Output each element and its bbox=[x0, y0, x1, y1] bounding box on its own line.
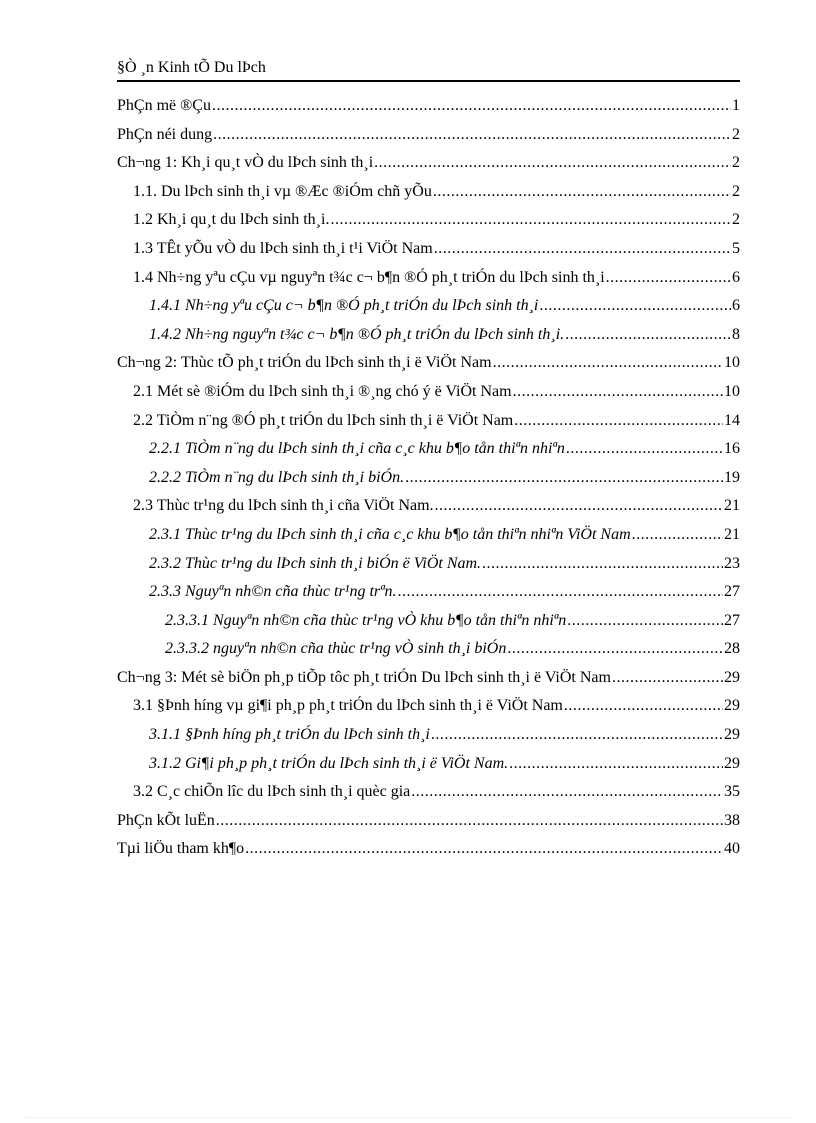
toc-dot-leader bbox=[567, 607, 723, 636]
toc-entry-title: 2.1 Mét sè ®iÓm du lÞch sinh th¸i ®¸ng chó ý ë ViÖt Nam bbox=[133, 382, 512, 400]
toc-dot-leader bbox=[566, 435, 723, 464]
toc-page-number: 27 bbox=[724, 583, 740, 601]
toc-entry-title: 1.4.2 Nh÷ng nguyªn t¾c c¬ b¶n ®Ó ph¸t triÓn du lÞch sinh th¸i. bbox=[149, 325, 565, 343]
toc-entry-title: 2.2.2 TiÒm n¨ng du lÞch sinh th¸i biÓn. bbox=[149, 468, 405, 486]
toc-entry[interactable] bbox=[117, 607, 740, 636]
toc-entry[interactable] bbox=[117, 435, 740, 464]
toc-page-number: 2 bbox=[732, 125, 740, 143]
toc-entry[interactable] bbox=[117, 664, 740, 693]
toc-entry-title: 1.4.1 Nh÷ng yªu cÇu c¬ b¶n ®Ó ph¸t triÓn du lÞch sinh th¸i bbox=[149, 297, 539, 315]
toc-entry-title: 2.3.3 Nguyªn nh©n cña thùc tr¹ng trªn. bbox=[149, 583, 397, 601]
toc-dot-leader bbox=[411, 778, 723, 807]
toc-page-number: 19 bbox=[724, 468, 740, 486]
toc-entry-title: 2.3.2 Thùc tr¹ng du lÞch sinh th¸i biÓn ë ViÖt Nam. bbox=[149, 554, 482, 572]
toc-entry-title: 3.1.2 Gi¶i ph¸p ph¸t triÓn du lÞch sinh th¸i ë ViÖt Nam. bbox=[149, 754, 509, 772]
toc-entry[interactable] bbox=[117, 835, 740, 864]
toc-page-number: 8 bbox=[732, 325, 740, 343]
toc-dot-leader bbox=[245, 835, 723, 864]
toc-entry[interactable] bbox=[117, 692, 740, 721]
toc-dot-leader bbox=[216, 807, 723, 836]
toc-page-number: 29 bbox=[724, 754, 740, 772]
toc-dot-leader bbox=[539, 292, 731, 321]
page-bottom-divider bbox=[24, 1117, 792, 1118]
toc-page-number: 10 bbox=[724, 354, 740, 372]
toc-page-number: 1 bbox=[732, 97, 740, 114]
toc-entry[interactable] bbox=[117, 578, 740, 607]
toc-dot-leader bbox=[213, 121, 731, 150]
toc-page-number: 21 bbox=[724, 497, 740, 515]
toc-dot-leader bbox=[374, 149, 731, 178]
toc-entry-title: 1.2 Kh¸i qu¸t du lÞch sinh th¸i. bbox=[133, 211, 330, 229]
toc-entry[interactable] bbox=[117, 635, 740, 664]
toc-entry[interactable] bbox=[117, 807, 740, 836]
toc-entry[interactable] bbox=[117, 121, 740, 150]
toc-entry[interactable] bbox=[117, 178, 740, 207]
toc-entry[interactable] bbox=[117, 149, 740, 178]
toc-entry-title: 3.1 §Þnh híng vµ gi¶i ph¸p ph¸t triÓn du lÞch sinh th¸i ë ViÖt Nam bbox=[133, 697, 563, 715]
toc-page-number: 6 bbox=[732, 297, 740, 315]
toc-entry[interactable] bbox=[117, 550, 740, 579]
toc-page-number: 6 bbox=[732, 268, 740, 286]
toc-entry-title: Ch¬ng 3: Mét sè biÖn ph¸p tiÕp tôc ph¸t triÓn Du lÞch sinh th¸i ë ViÖt Nam bbox=[117, 668, 611, 686]
toc-dot-leader bbox=[612, 664, 723, 693]
page-header bbox=[117, 58, 740, 82]
table-of-contents bbox=[117, 92, 740, 864]
toc-dot-leader bbox=[606, 264, 731, 293]
toc-entry-title: 3.1.1 §Þnh híng ph¸t triÓn du lÞch sinh th¸i bbox=[149, 726, 430, 744]
toc-page-number: 28 bbox=[724, 640, 740, 658]
toc-page-number: 2 bbox=[732, 182, 740, 200]
toc-entry-title: 2.2 TiÒm n¨ng ®Ó ph¸t triÓn du lÞch sinh th¸i ë ViÖt Nam bbox=[133, 411, 514, 429]
toc-entry[interactable] bbox=[117, 721, 740, 750]
toc-entry[interactable] bbox=[117, 778, 740, 807]
toc-dot-leader bbox=[493, 349, 723, 378]
toc-entry[interactable] bbox=[117, 264, 740, 293]
toc-entry-title: 1.3 TÊt yÕu vÒ du lÞch sinh th¸i t¹i ViÖt Nam bbox=[133, 239, 433, 257]
toc-dot-leader bbox=[405, 464, 723, 493]
toc-dot-leader bbox=[507, 635, 723, 664]
toc-dot-leader bbox=[564, 692, 723, 721]
toc-page-number: 29 bbox=[724, 697, 740, 715]
toc-entry-title: 1.4 Nh÷ng yªu cÇu vµ nguyªn t¾c c¬ b¶n ®Ó ph¸t triÓn du lÞch sinh th¸i bbox=[133, 268, 605, 286]
toc-entry-title: 2.3.3.2 nguyªn nh©n cña thùc tr¹ng vÒ sinh th¸i biÓn bbox=[165, 640, 507, 658]
toc-entry-title: Ch¬ng 2: Thùc tÕ ph¸t triÓn du lÞch sinh th¸i ë ViÖt Nam bbox=[117, 354, 492, 372]
toc-page-number: 29 bbox=[724, 668, 740, 686]
toc-entry[interactable] bbox=[117, 492, 740, 521]
toc-page-number: 29 bbox=[724, 726, 740, 744]
toc-entry-title: 3.2 C¸c chiÕn lîc du lÞch sinh th¸i quèc gia bbox=[133, 783, 411, 801]
toc-entry-title: PhÇn më ®Çu bbox=[117, 97, 211, 114]
toc-page-number: 27 bbox=[724, 611, 740, 629]
toc-entry-title: 2.3 Thùc tr¹ng du lÞch sinh th¸i cña ViÖt Nam. bbox=[133, 497, 434, 515]
toc-entry-title: 1.1. Du lÞch sinh th¸i vµ ®Æc ®iÓm chñ yÕu bbox=[133, 182, 432, 200]
toc-entry[interactable] bbox=[117, 521, 740, 550]
toc-entry[interactable] bbox=[117, 464, 740, 493]
toc-dot-leader bbox=[398, 578, 723, 607]
toc-page-number: 38 bbox=[724, 811, 740, 829]
toc-dot-leader bbox=[433, 178, 731, 207]
toc-dot-leader bbox=[514, 407, 723, 436]
toc-dot-leader bbox=[434, 235, 731, 264]
toc-entry[interactable] bbox=[117, 321, 740, 350]
toc-dot-leader bbox=[482, 550, 723, 579]
toc-entry[interactable] bbox=[117, 235, 740, 264]
toc-page-number: 21 bbox=[724, 525, 740, 543]
toc-entry-title: PhÇn néi dung bbox=[117, 125, 213, 143]
toc-dot-leader bbox=[632, 521, 723, 550]
toc-entry-title: Tµi liÖu tham kh¶o bbox=[117, 840, 245, 858]
toc-entry[interactable] bbox=[117, 206, 740, 235]
toc-entry[interactable] bbox=[117, 750, 740, 779]
toc-entry-title: 2.3.1 Thùc tr¹ng du lÞch sinh th¸i cña c¸c khu b¶o tån thiªn nhiªn ViÖt Nam bbox=[149, 525, 631, 543]
toc-entry[interactable] bbox=[117, 378, 740, 407]
toc-page-number: 2 bbox=[732, 154, 740, 172]
toc-dot-leader bbox=[513, 378, 723, 407]
toc-entry-title: PhÇn kÕt luËn bbox=[117, 811, 215, 829]
toc-page-number: 5 bbox=[732, 239, 740, 257]
toc-entry[interactable] bbox=[117, 292, 740, 321]
toc-dot-leader bbox=[431, 721, 723, 750]
toc-page-number: 16 bbox=[724, 440, 740, 458]
toc-entry[interactable] bbox=[117, 92, 740, 121]
toc-dot-leader bbox=[435, 492, 723, 521]
toc-entry[interactable] bbox=[117, 407, 740, 436]
toc-page-number: 2 bbox=[732, 211, 740, 229]
toc-entry-title: Ch¬ng 1: Kh¸i qu¸t vÒ du lÞch sinh th¸i bbox=[117, 154, 374, 172]
toc-dot-leader bbox=[330, 206, 731, 235]
toc-dot-leader bbox=[565, 321, 731, 350]
toc-page-number: 10 bbox=[724, 382, 740, 400]
toc-dot-leader bbox=[509, 750, 723, 779]
toc-page-number: 35 bbox=[724, 783, 740, 801]
toc-entry-title: 2.3.3.1 Nguyªn nh©n cña thùc tr¹ng vÒ khu b¶o tån thiªn nhiªn bbox=[165, 611, 567, 629]
toc-page-number: 23 bbox=[724, 554, 740, 572]
toc-entry-title: 2.2.1 TiÒm n¨ng du lÞch sinh th¸i cña c¸c khu b¶o tån thiªn nhiªn bbox=[149, 440, 565, 458]
header-title: §Ò ¸n Kinh tÕ Du lÞch bbox=[117, 59, 266, 76]
toc-page-number: 40 bbox=[724, 840, 740, 858]
toc-entry[interactable] bbox=[117, 349, 740, 378]
toc-dot-leader bbox=[212, 92, 731, 121]
toc-page-number: 14 bbox=[724, 411, 740, 429]
